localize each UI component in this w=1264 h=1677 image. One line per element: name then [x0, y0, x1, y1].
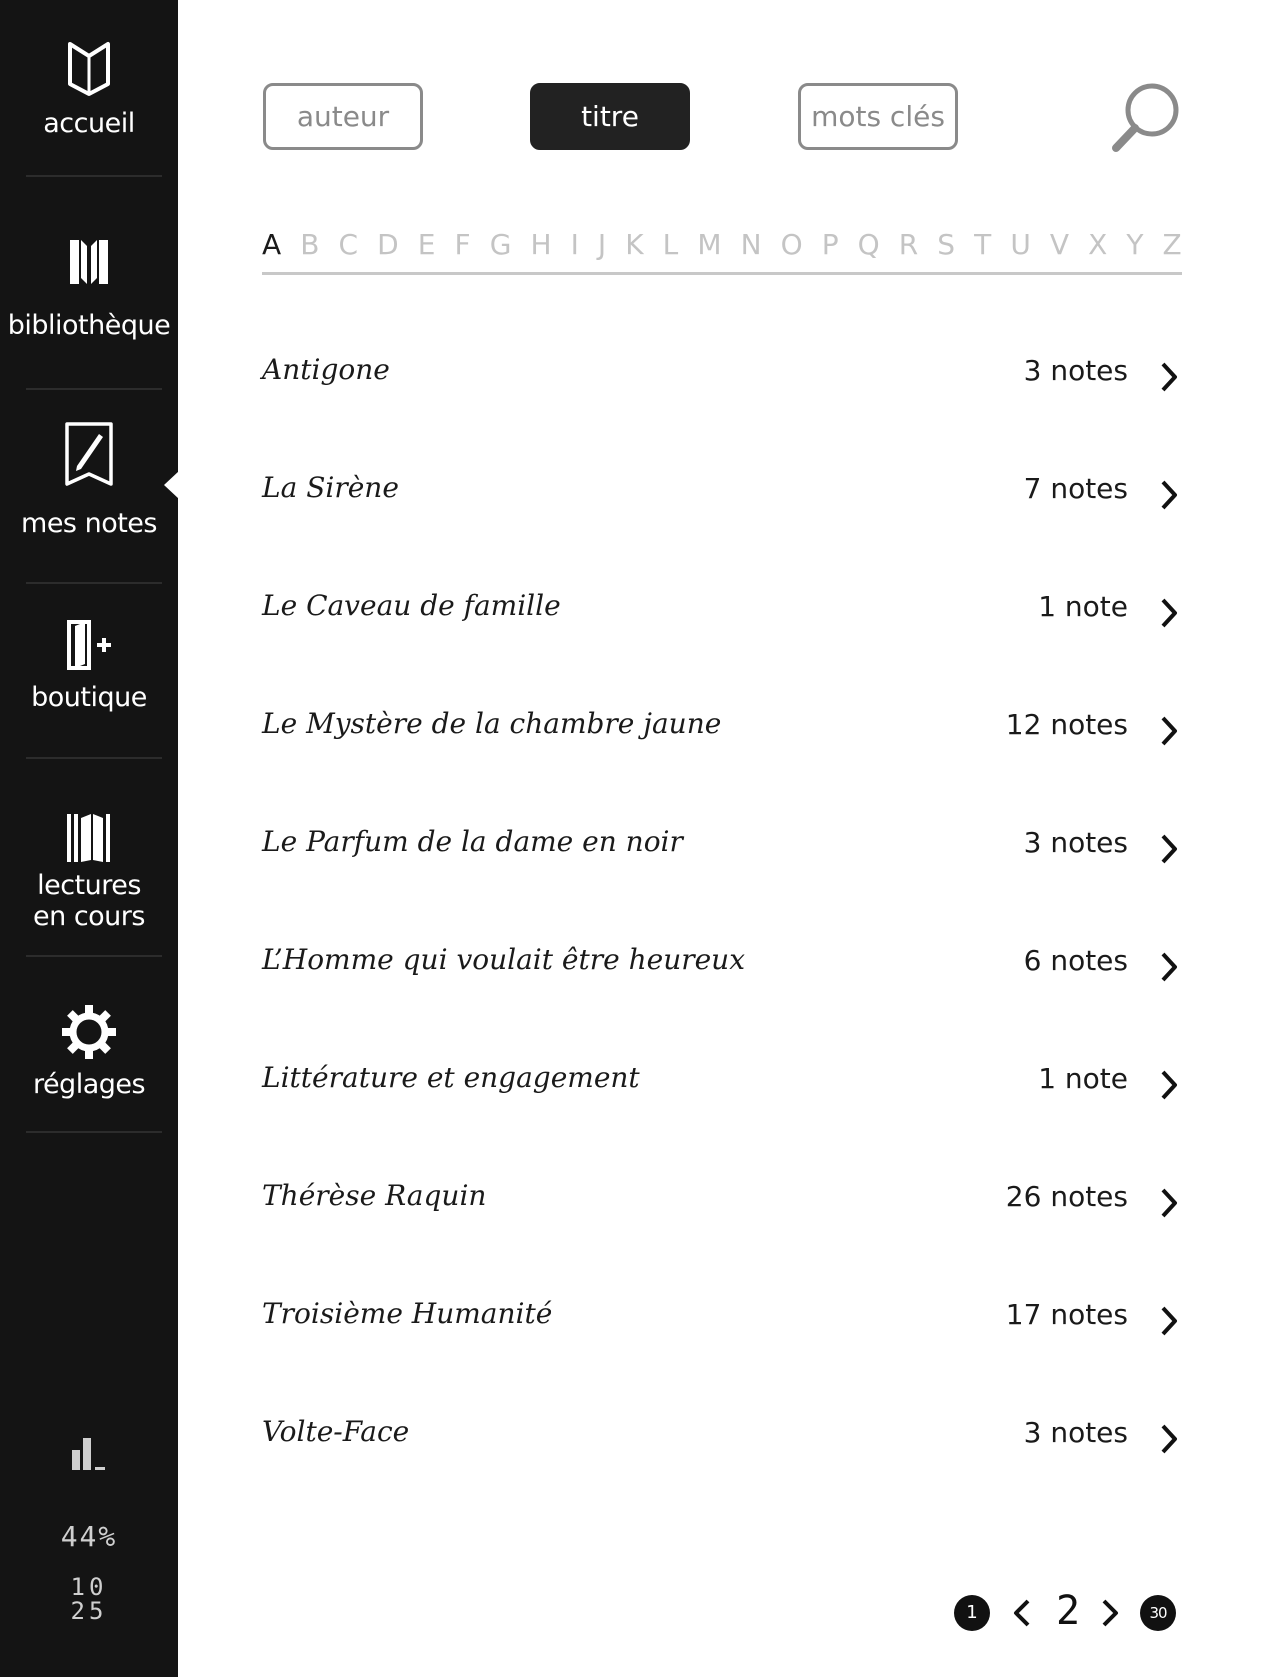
last-page-button[interactable]: 30	[1140, 1595, 1176, 1631]
alphabet-letter-j[interactable]: J	[597, 228, 607, 261]
alphabet-letter-l[interactable]: L	[662, 228, 679, 261]
alphabet-letter-k[interactable]: K	[625, 228, 644, 261]
alphabet-letter-y[interactable]: Y	[1126, 228, 1144, 261]
sidebar-item-boutique[interactable]	[0, 618, 178, 713]
alphabet-letter-v[interactable]: V	[1049, 228, 1070, 261]
alphabet-underline	[262, 272, 1182, 275]
sidebar-item-label: lectures	[37, 870, 141, 901]
note-count: 3 notes	[1023, 354, 1128, 387]
sidebar-divider	[26, 757, 162, 759]
chevron-right-icon[interactable]	[1158, 1068, 1180, 1102]
book-title: Thérèse Raquin	[262, 1179, 487, 1212]
book-row[interactable]	[258, 435, 1188, 553]
alphabet-letter-z[interactable]: Z	[1162, 228, 1182, 261]
alphabet-letter-r[interactable]: R	[898, 228, 919, 261]
alphabet-letter-f[interactable]: F	[454, 228, 471, 261]
clock-hours: 10	[70, 1573, 108, 1601]
note-count: 12 notes	[1005, 708, 1128, 741]
book-title: Antigone	[262, 353, 390, 386]
book-row[interactable]	[258, 553, 1188, 671]
search-icon[interactable]	[1110, 80, 1185, 155]
alphabet-letter-c[interactable]: C	[338, 228, 359, 261]
sidebar-divider	[26, 175, 162, 177]
sidebar	[0, 0, 178, 1677]
alphabet-letter-g[interactable]: G	[489, 228, 512, 261]
book-row[interactable]	[258, 1025, 1188, 1143]
note-count: 3 notes	[1023, 826, 1128, 859]
note-count: 7 notes	[1023, 472, 1128, 505]
sidebar-item-bibliotheque[interactable]	[0, 236, 178, 341]
alphabet-letter-m[interactable]: M	[697, 228, 722, 261]
note-count: 1 note	[1038, 590, 1128, 623]
alphabet-letter-e[interactable]: E	[417, 228, 436, 261]
sidebar-item-label: réglages	[32, 1069, 146, 1100]
current-page: 2	[1055, 1588, 1081, 1634]
chevron-right-icon[interactable]	[1158, 714, 1180, 748]
book-title: Troisième Humanité	[262, 1297, 553, 1330]
note-count: 17 notes	[1005, 1298, 1128, 1331]
clock-minutes: 25	[70, 1597, 108, 1625]
sidebar-divider	[26, 955, 162, 957]
sidebar-item-mes-notes[interactable]	[0, 420, 178, 539]
chevron-right-icon[interactable]	[1158, 1186, 1180, 1220]
book-row[interactable]	[258, 1143, 1188, 1261]
sidebar-item-label: accueil	[43, 108, 135, 139]
book-title: La Sirène	[262, 471, 399, 504]
open-book-icon	[64, 40, 114, 98]
alphabet-letter-d[interactable]: D	[377, 228, 399, 261]
tab-auteur[interactable]: auteur	[263, 83, 423, 150]
book-list	[258, 317, 1188, 1497]
tab-titre[interactable]: titre	[530, 83, 690, 150]
sidebar-divider	[26, 1131, 162, 1133]
book-title: Volte-Face	[262, 1415, 410, 1448]
clock	[0, 1575, 178, 1623]
sidebar-divider	[26, 388, 162, 390]
tab-mots-cles[interactable]: mots clés	[798, 83, 958, 150]
active-indicator	[164, 471, 179, 499]
bar-chart-icon[interactable]	[70, 1436, 110, 1472]
sidebar-item-label: bibliothèque	[7, 310, 171, 341]
sidebar-item-lectures-en-cours[interactable]	[0, 812, 178, 932]
alphabet-filter	[262, 228, 1182, 274]
book-title: Le Caveau de famille	[262, 589, 561, 622]
alphabet-letter-a[interactable]: A	[262, 228, 282, 261]
book-row[interactable]	[258, 789, 1188, 907]
chevron-right-icon[interactable]	[1158, 950, 1180, 984]
sidebar-item-accueil[interactable]	[0, 40, 178, 139]
note-count: 1 note	[1038, 1062, 1128, 1095]
note-count: 6 notes	[1023, 944, 1128, 977]
alphabet-letter-i[interactable]: I	[570, 228, 579, 261]
first-page-button[interactable]: 1	[954, 1595, 990, 1631]
chevron-right-icon[interactable]	[1100, 1598, 1120, 1628]
books-icon	[65, 812, 113, 864]
note-count: 3 notes	[1023, 1416, 1128, 1449]
book-row[interactable]	[258, 671, 1188, 789]
alphabet-letter-b[interactable]: B	[300, 228, 320, 261]
alphabet-letter-p[interactable]: P	[821, 228, 839, 261]
alphabet-letter-n[interactable]: N	[740, 228, 762, 261]
sidebar-divider	[26, 582, 162, 584]
chevron-right-icon[interactable]	[1158, 1304, 1180, 1338]
sidebar-item-label-line2: en cours	[33, 901, 145, 932]
library-icon	[67, 236, 111, 288]
chevron-right-icon[interactable]	[1158, 360, 1180, 394]
book-title: L’Homme qui voulait être heureux	[262, 943, 745, 976]
alphabet-letter-t[interactable]: T	[974, 228, 992, 261]
chevron-right-icon[interactable]	[1158, 596, 1180, 630]
sidebar-item-label: mes notes	[21, 508, 157, 539]
book-title: Le Mystère de la chambre jaune	[262, 707, 722, 740]
battery-level: 44%	[60, 1520, 118, 1553]
gear-icon	[60, 1003, 118, 1061]
chevron-right-icon[interactable]	[1158, 832, 1180, 866]
book-row[interactable]	[258, 907, 1188, 1025]
book-title: Littérature et engagement	[262, 1061, 640, 1094]
book-plus-icon	[65, 618, 113, 672]
pencil-note-icon	[63, 420, 115, 488]
alphabet-letter-u[interactable]: U	[1010, 228, 1031, 261]
chevron-left-icon[interactable]	[1012, 1598, 1032, 1628]
alphabet-letter-s[interactable]: S	[937, 228, 956, 261]
alphabet-letter-o[interactable]: O	[780, 228, 803, 261]
alphabet-letter-x[interactable]: X	[1088, 228, 1108, 261]
sidebar-item-label: boutique	[31, 682, 147, 713]
book-title: Le Parfum de la dame en noir	[262, 825, 683, 858]
chevron-right-icon[interactable]	[1158, 1422, 1180, 1456]
chevron-right-icon[interactable]	[1158, 478, 1180, 512]
alphabet-letter-q[interactable]: Q	[857, 228, 880, 261]
note-count: 26 notes	[1005, 1180, 1128, 1213]
book-row[interactable]	[258, 1261, 1188, 1379]
book-row[interactable]	[258, 1379, 1188, 1497]
alphabet-letter-h[interactable]: H	[530, 228, 552, 261]
book-row[interactable]	[258, 317, 1188, 435]
sidebar-item-reglages[interactable]	[0, 1003, 178, 1100]
